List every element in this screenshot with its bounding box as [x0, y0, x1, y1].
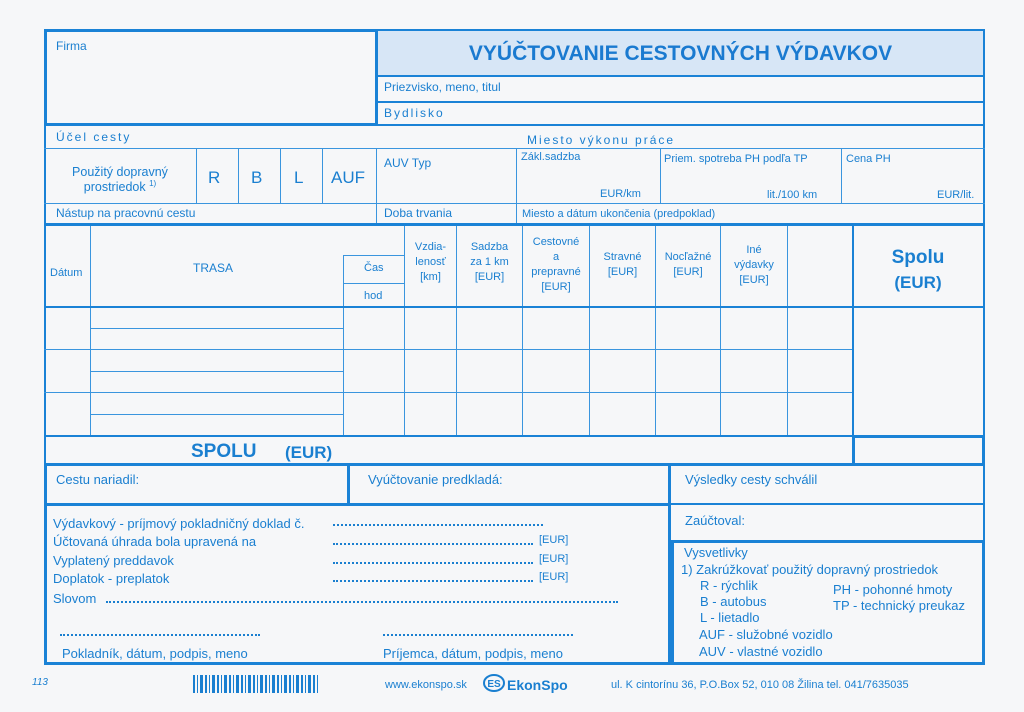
- workplace-label: Miesto výkonu práce: [527, 133, 676, 147]
- table-row-line: [44, 349, 852, 350]
- col-lodging: Nocľažné [EUR]: [664, 251, 712, 278]
- col-total: Spolu: [891, 247, 945, 268]
- divider: [44, 223, 985, 226]
- doc-number-field[interactable]: [333, 524, 543, 526]
- auv-type-label[interactable]: AUV Typ: [384, 156, 432, 170]
- company-address: ul. K cintorínu 36, P.O.Box 52, 010 08 Žilina tel. 041/7635035: [611, 679, 909, 691]
- legend-note: 1) Zakrúžkovať použitý dopravný prostriedok: [681, 562, 939, 577]
- transport-option-r[interactable]: R: [208, 168, 221, 187]
- legend-auf: AUF - služobné vozidlo: [699, 627, 833, 642]
- base-rate-unit: EUR/km: [600, 188, 641, 200]
- divider: [196, 148, 197, 203]
- base-rate-label: Zákl.sadzba: [521, 151, 581, 163]
- table-row-line: [44, 392, 852, 393]
- divider: [322, 148, 323, 203]
- divider: [378, 101, 985, 103]
- sum-label: SPOLU: [191, 441, 257, 462]
- divider: [343, 255, 404, 256]
- divider: [44, 203, 985, 204]
- col-travel: Cestovné a prepravné [EUR]: [531, 236, 581, 293]
- divider: [44, 124, 985, 126]
- start-label[interactable]: Nástup na pracovnú cestu: [56, 206, 196, 220]
- legend-b: B - autobus: [700, 594, 767, 609]
- duration-label[interactable]: Doba trvania: [384, 206, 453, 220]
- firma-box[interactable]: [44, 29, 378, 126]
- advance-label: Vyplatený preddavok: [53, 553, 174, 568]
- cashier-sign-field[interactable]: [60, 634, 260, 636]
- ekonspo-logo-icon: [483, 673, 505, 693]
- payment-label: Účtovaná úhrada bola upravená na: [53, 534, 257, 549]
- legend-l: L - lietadlo: [700, 610, 760, 625]
- divider: [44, 148, 985, 149]
- col-distance: Vzdia- lenosť [km]: [414, 241, 447, 283]
- divider: [280, 148, 281, 203]
- legend-ph: PH - pohonné hmoty: [833, 582, 953, 597]
- recipient-label: Príjemca, dátum, podpis, meno: [383, 646, 563, 661]
- transport-option-b[interactable]: B: [251, 168, 263, 187]
- ordered-by-label: Cestu nariadil:: [56, 472, 140, 487]
- divider: [841, 148, 842, 203]
- divider: [660, 148, 661, 203]
- submitted-by-label: Vyúčtovanie predkladá:: [368, 472, 503, 487]
- table-row-line: [90, 328, 343, 329]
- legend-title: Vysvetlivky: [684, 545, 748, 560]
- price-label: Cena PH: [846, 153, 891, 165]
- legend-tp: TP - technický preukaz: [833, 598, 965, 613]
- advance-unit: [EUR]: [539, 553, 569, 565]
- consumption-label: Priem. spotreba PH podľa TP: [664, 153, 808, 165]
- divider: [671, 503, 985, 505]
- advance-field[interactable]: [333, 562, 533, 564]
- col-time: Čas: [364, 262, 384, 274]
- transport-label: Použitý dopravný prostriedok $^{1)}$: [72, 165, 168, 195]
- divider: [238, 148, 239, 203]
- doc-label: Výdavkový - príjmový pokladničný doklad č.: [53, 516, 305, 531]
- divider: [376, 148, 377, 223]
- col-time-unit: hod: [364, 290, 383, 302]
- website[interactable]: www.ekonspo.sk: [385, 679, 467, 691]
- barcode-icon: [193, 675, 320, 693]
- words-label: Slovom: [53, 591, 97, 606]
- col-route: TRASA: [193, 261, 234, 275]
- approved-by-label[interactable]: Výsledky cesty schválil: [685, 472, 818, 487]
- end-label[interactable]: Miesto a dátum ukončenia (predpoklad): [522, 208, 716, 220]
- accounted-by-label[interactable]: Zaúčtoval:: [685, 513, 745, 528]
- divider: [378, 75, 985, 77]
- recipient-sign-field[interactable]: [383, 634, 573, 636]
- words-field[interactable]: [106, 601, 618, 603]
- col-other: Iné výdavky [EUR]: [734, 244, 774, 286]
- divider: [44, 435, 985, 437]
- divider: [44, 306, 985, 308]
- form-number: 113: [32, 677, 48, 688]
- surcharge-label: Doplatok - preplatok: [53, 571, 170, 586]
- name-label[interactable]: Priezvisko, meno, titul: [384, 80, 501, 94]
- transport-option-l[interactable]: L: [294, 168, 304, 187]
- table-row-line: [90, 371, 343, 372]
- address-label[interactable]: Bydlisko: [384, 106, 445, 120]
- consumption-unit: lit./100 km: [767, 189, 818, 201]
- col-total-unit: (EUR): [894, 273, 942, 292]
- purpose-label[interactable]: Účel cesty: [56, 130, 132, 144]
- col-rate: Sadzba za 1 km [EUR]: [470, 241, 509, 283]
- payment-field[interactable]: [333, 543, 533, 545]
- cashier-label: Pokladník, dátum, podpis, meno: [62, 646, 248, 661]
- price-unit: EUR/lit.: [937, 189, 975, 201]
- legend-r: R - rýchlik: [700, 578, 758, 593]
- svg-text:ES: ES: [487, 679, 501, 690]
- divider: [516, 148, 517, 223]
- surcharge-field[interactable]: [333, 580, 533, 582]
- table-row-line: [90, 414, 343, 415]
- col-date: Dátum: [50, 267, 83, 279]
- col-line: [90, 226, 91, 436]
- form-title: VYÚČTOVANIE CESTOVNÝCH VÝDAVKOV: [468, 42, 893, 65]
- col-meals: Stravné [EUR]: [603, 251, 642, 278]
- col-line: [787, 226, 788, 436]
- firma-label: Firma: [56, 39, 87, 53]
- surcharge-unit: [EUR]: [539, 571, 569, 583]
- sum-unit: (EUR): [285, 443, 333, 462]
- brand-name: EkonSpo: [507, 677, 568, 693]
- legend-auv: AUV - vlastné vozidlo: [699, 644, 823, 659]
- divider: [343, 283, 404, 284]
- payment-unit: [EUR]: [539, 534, 569, 546]
- sum-total-field[interactable]: [852, 435, 985, 466]
- transport-option-auf[interactable]: AUF: [331, 168, 365, 187]
